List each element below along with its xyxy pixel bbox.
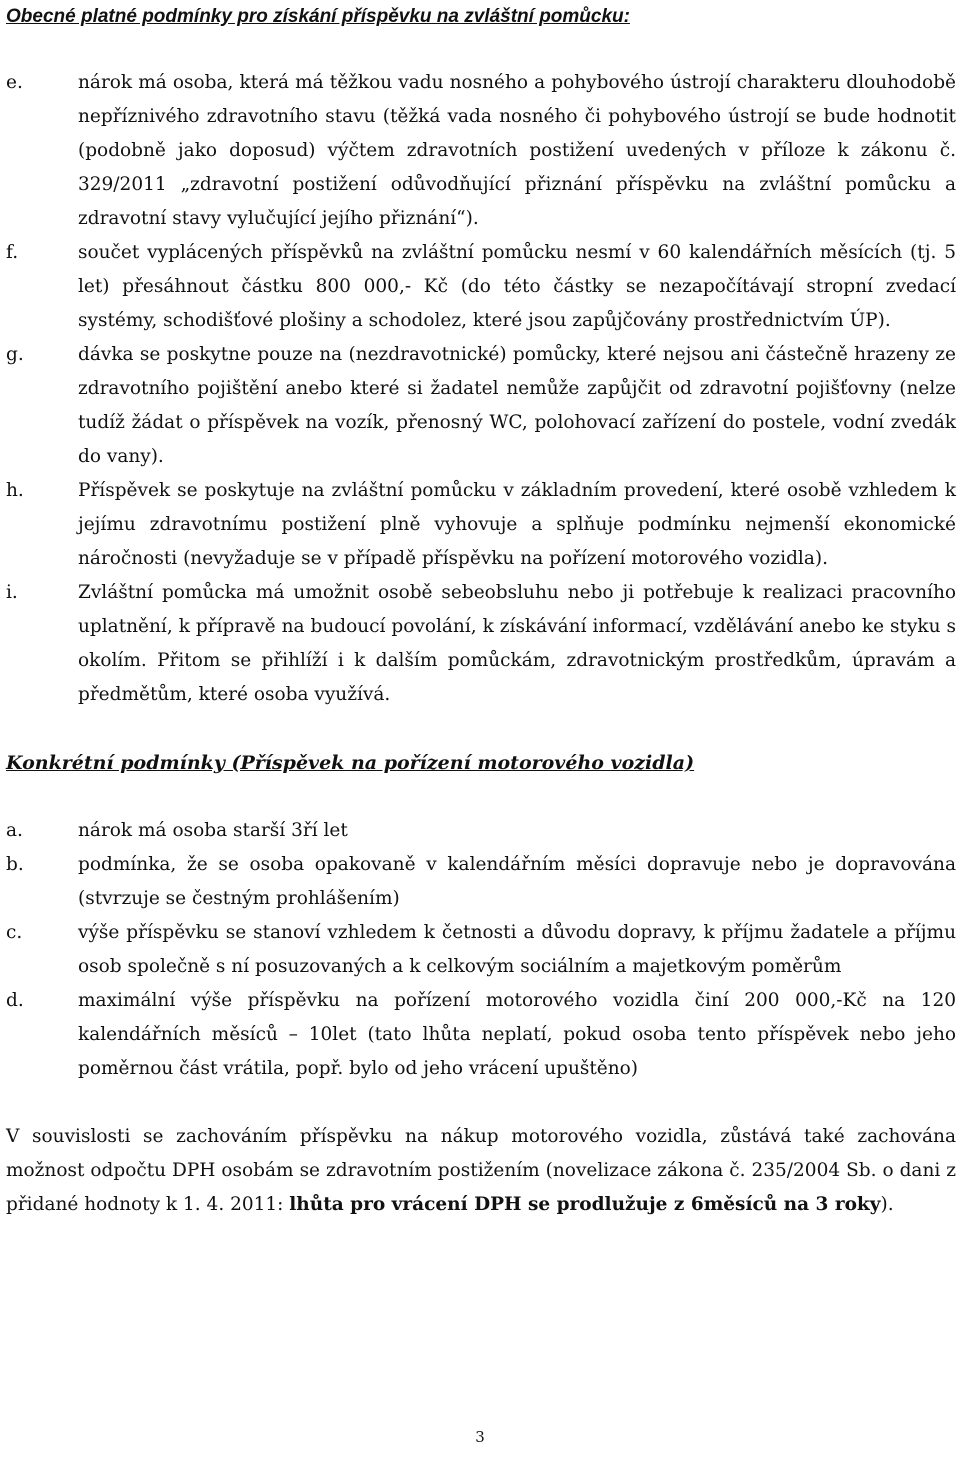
list-item [6, 984, 956, 1086]
list-item-text: dávka se poskytne pouze na (nezdravotnické) pomůcky, které nejsou ani částečně hrazeny ze zdravotního pojištění anebo které si žadatel nemůže zapůjčit od zdravotní pojišťovny (nelze tudíž žádat o příspěvek na vozík, přenosný WC, polohovací zařízení do postele, vodní zvedák do vany). [78, 344, 956, 467]
spacer [6, 780, 956, 814]
list-item-text: nárok má osoba starší 3ří let [78, 820, 348, 841]
list-item-text: Příspěvek se poskytuje na zvláštní pomůcku v základním provedení, které osobě vzhledem k jejímu zdravotnímu postižení plně vyhovuje a splňuje podmínku nejmenší ekonomické náročnosti (nevyžaduje se v případě příspěvku na pořízení motorového vozidla). [78, 480, 956, 569]
list-item [6, 338, 956, 474]
closing-paragraph [6, 1120, 956, 1222]
specific-conditions-list [6, 814, 956, 1086]
document-page [6, 0, 956, 1222]
page-number: 3 [475, 1428, 485, 1446]
list-marker: c. [6, 922, 23, 943]
general-conditions-list [6, 66, 956, 712]
section-heading-general-conditions: Obecné platné podmínky pro získání příspěvku na zvláštní pomůcku: [6, 6, 630, 27]
spacer [6, 712, 956, 746]
list-item [6, 236, 956, 338]
closing-text-end: ). [880, 1194, 894, 1215]
list-marker: d. [6, 990, 24, 1011]
list-item-text: výše příspěvku se stanoví vzhledem k četnosti a důvodu dopravy, k příjmu žadatele a příjmu osob společně s ní posuzovaných a k celkovým sociálním a majetkovým poměrům [78, 922, 956, 977]
list-item [6, 814, 956, 848]
spacer [6, 1086, 956, 1120]
list-marker: e. [6, 72, 23, 93]
list-item-text: maximální výše příspěvku na pořízení motorového vozidla činí 200 000,-Kč na 120 kalendářních měsíců – 10let (tato lhůta neplatí, pokud osoba tento příspěvek nebo jeho poměrnou část vrátila, popř. bylo od jeho vrácení upuštěno) [78, 990, 956, 1079]
closing-bold-text: lhůta pro vrácení DPH se prodlužuje z 6měsíců na 3 roky [289, 1194, 881, 1215]
list-item [6, 916, 956, 984]
list-marker: b. [6, 854, 24, 875]
closing-text: V souvislosti se zachováním příspěvku na nákup motorového vozidla, zůstává také zachována možnost odpočtu DPH osobám se zdravotním postižením (novelizace zákona č. 235/2004 Sb. o dani z přidané hodnoty k 1. 4. 2011: [6, 1126, 956, 1215]
list-item-text: nárok má osoba, která má těžkou vadu nosného a pohybového ústrojí charakteru dlouhodobě nepříznivého zdravotního stavu (těžká vada nosného či pohybového ústrojí se bude hodnotit (podobně jako doposud) výčtem zdravotních postižení uvedených v příloze k zákonu č. 329/2011 „zdravotní postižení odůvodňující přiznání příspěvku na zvláštní pomůcku a zdravotní stavy vylučující jejího přiznání“). [78, 72, 956, 229]
list-item-text: Zvláštní pomůcka má umožnit osobě sebeobsluhu nebo ji potřebuje k realizaci pracovního uplatnění, k přípravě na budoucí povolání, k získávání informací, vzdělávání anebo ke styku s okolím. Přitom se přihlíží i k dalším pomůckám, zdravotnickým prostředkům, úpravám a předmětům, které osoba využívá. [78, 582, 956, 705]
list-marker: a. [6, 820, 23, 841]
list-item [6, 66, 956, 236]
section-heading-specific-conditions: Konkrétní podmínky (Příspěvek na pořízení motorového vozidla) [6, 752, 695, 774]
list-marker: g. [6, 344, 24, 365]
list-item [6, 576, 956, 712]
list-item [6, 474, 956, 576]
list-item [6, 848, 956, 916]
list-marker: i. [6, 582, 18, 603]
list-marker: f. [6, 242, 19, 263]
spacer [6, 33, 956, 66]
list-item-text: součet vyplácených příspěvků na zvláštní pomůcku nesmí v 60 kalendářních měsících (tj. 5 let) přesáhnout částku 800 000,- Kč (do této částky se nezapočítávají stropní zvedací systémy, schodišťové plošiny a schodolez, které jsou zapůjčovány prostřednictvím ÚP). [78, 242, 956, 331]
list-item-text: podmínka, že se osoba opakovaně v kalendářním měsíci dopravuje nebo je dopravována (stvrzuje se čestným prohlášením) [78, 854, 956, 909]
list-marker: h. [6, 480, 24, 501]
